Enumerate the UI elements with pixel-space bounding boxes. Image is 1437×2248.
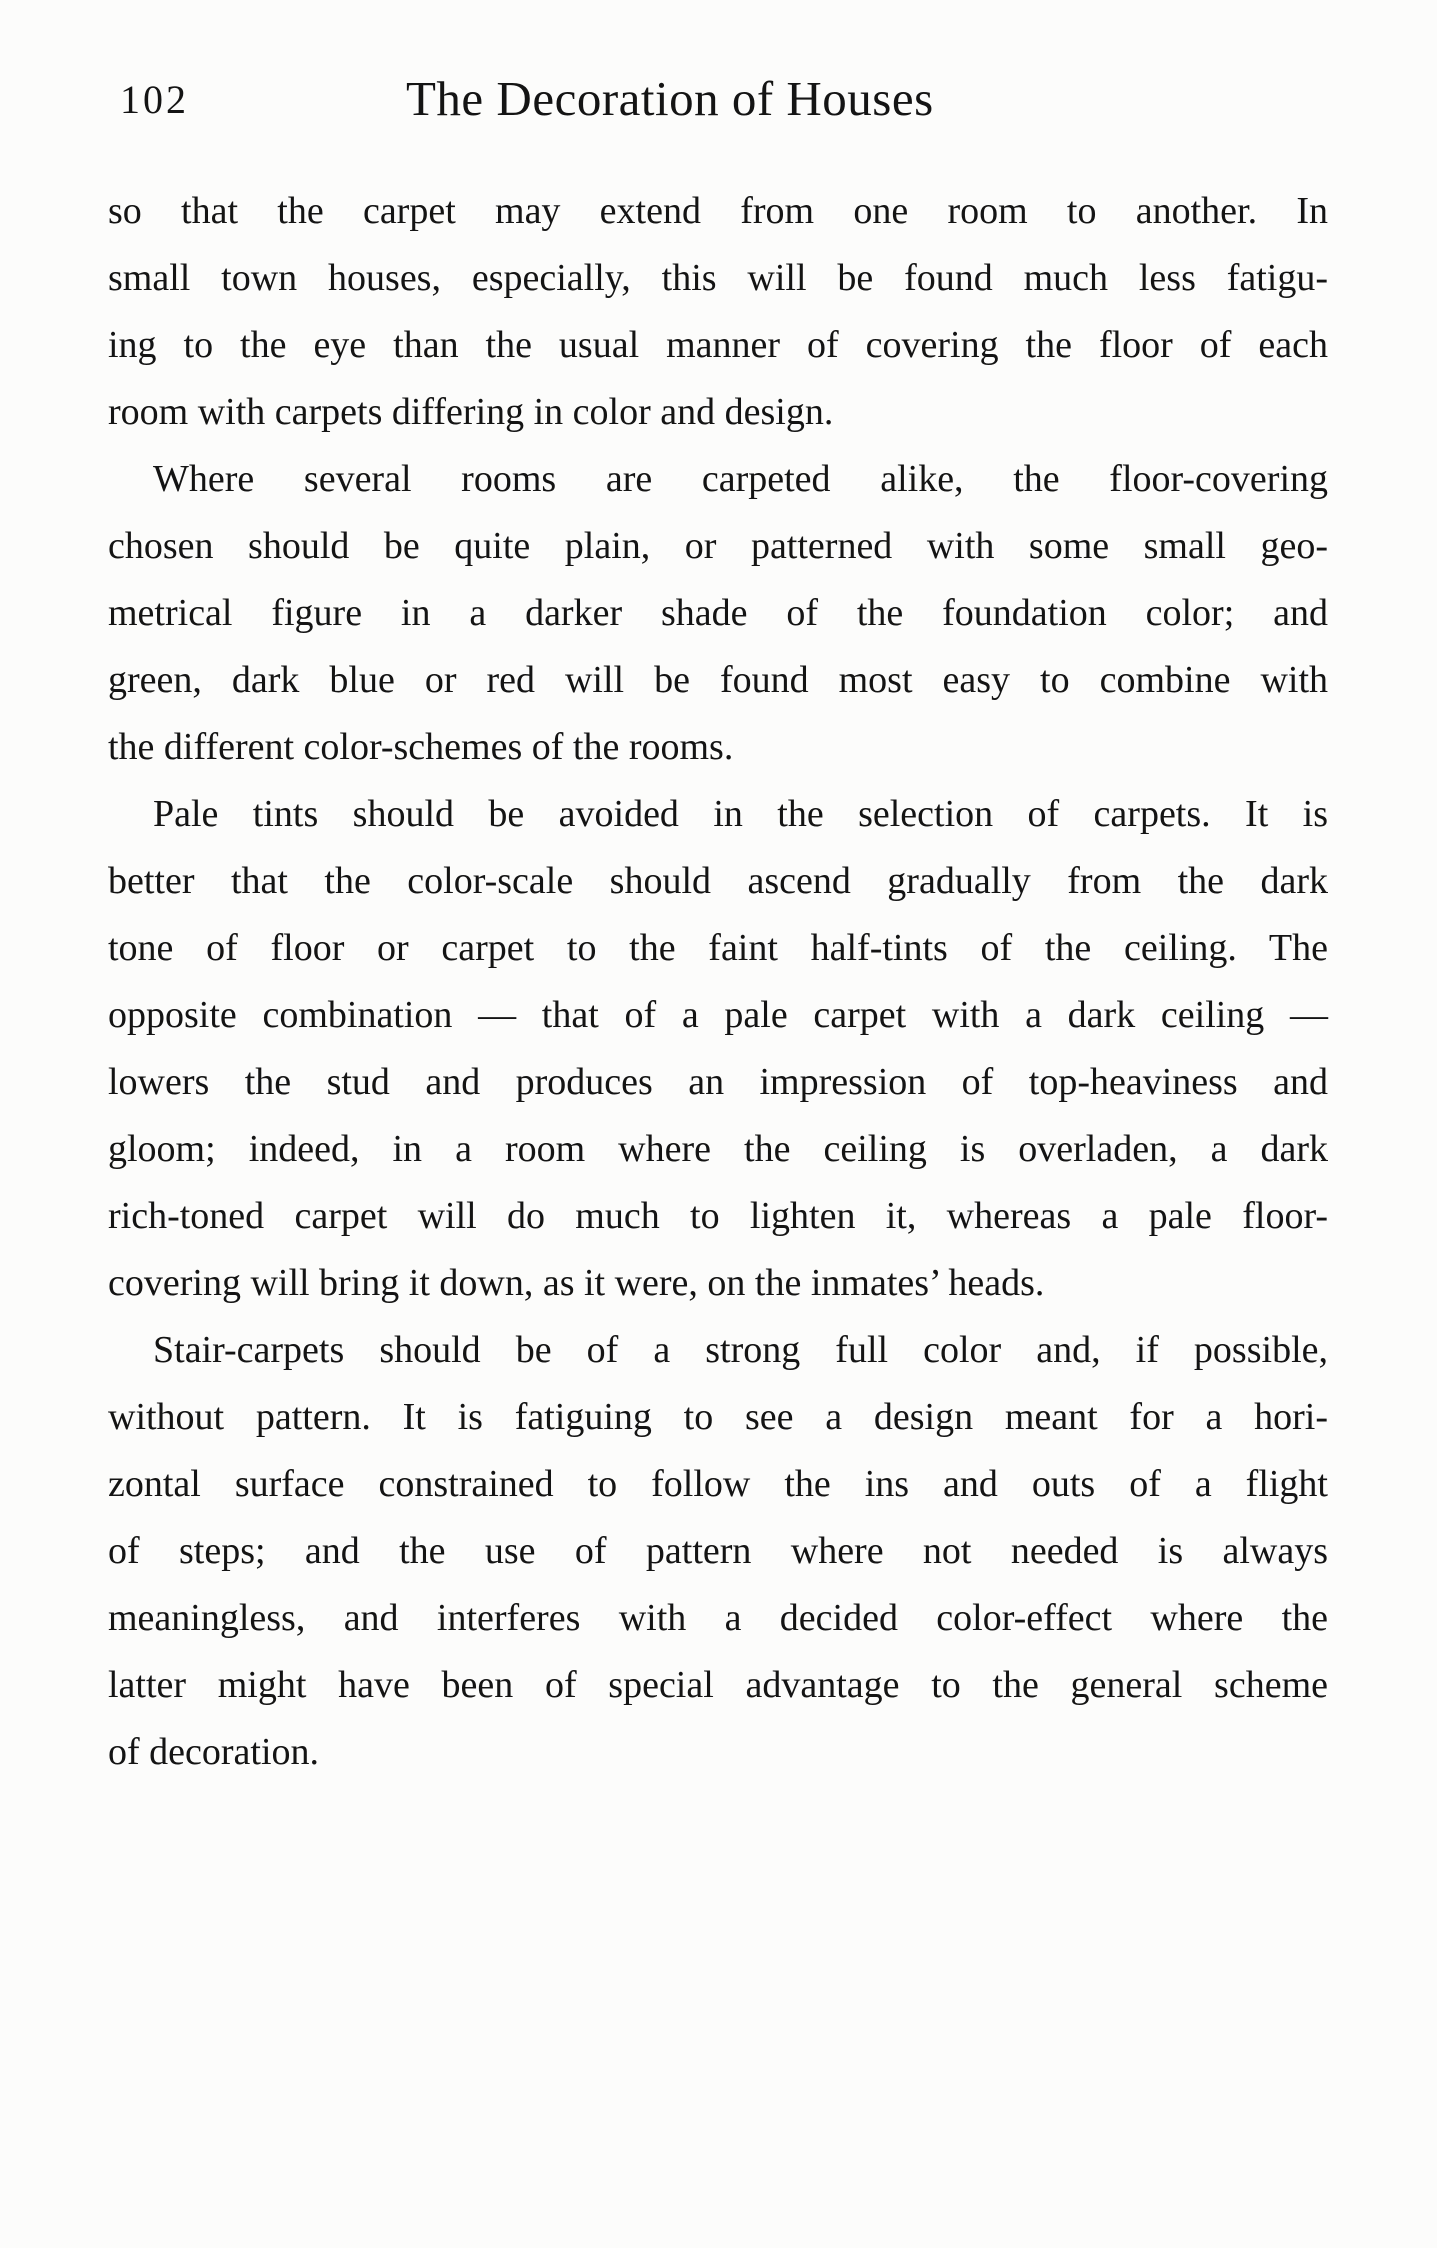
text-line: of decoration. (108, 1731, 320, 1773)
text-line: metrical figure in a darker shade of the foundation color; and (108, 592, 1328, 634)
page-header (108, 70, 1328, 140)
text-line: latter might have been of special advantage to the general scheme (108, 1664, 1328, 1706)
text-line: covering will bring it down, as it were, on the inmates’ heads. (108, 1262, 1045, 1304)
text-line: Stair-carpets should be of a strong full color and, if possible, (153, 1329, 1328, 1371)
paragraph-2 (108, 446, 1328, 781)
text-line: gloom; indeed, in a room where the ceiling is overladen, a dark (108, 1128, 1328, 1170)
body-text (108, 178, 1328, 1786)
text-line: opposite combination — that of a pale carpet with a dark ceiling — (108, 994, 1328, 1036)
text-line: green, dark blue or red will be found most easy to combine with (108, 659, 1328, 701)
text-line: tone of floor or carpet to the faint half-tints of the ceiling. The (108, 927, 1328, 969)
text-line: small town houses, especially, this will be found much less fatigu- (108, 257, 1328, 299)
text-line: Where several rooms are carpeted alike, the floor-covering (153, 458, 1328, 500)
paragraph-1 (108, 178, 1328, 446)
text-line: the different color-schemes of the rooms. (108, 726, 734, 768)
page-number: 102 (120, 77, 189, 122)
paragraph-4 (108, 1317, 1328, 1786)
text-line: chosen should be quite plain, or patterned with some small geo- (108, 525, 1328, 567)
text-line: zontal surface constrained to follow the ins and outs of a flight (108, 1463, 1328, 1505)
text-line: room with carpets differing in color and design. (108, 391, 834, 433)
text-line: of steps; and the use of pattern where not needed is always (108, 1530, 1328, 1572)
text-line: lowers the stud and produces an impression of top-heaviness and (108, 1061, 1328, 1103)
text-line: so that the carpet may extend from one room to another. In (108, 190, 1328, 232)
running-title: The Decoration of Houses (406, 71, 934, 126)
text-line: ing to the eye than the usual manner of covering the floor of each (108, 324, 1328, 366)
text-line: meaningless, and interferes with a decided color-effect where the (108, 1597, 1328, 1639)
text-line: rich-toned carpet will do much to lighten it, whereas a pale floor- (108, 1195, 1328, 1237)
text-line: better that the color-scale should ascend gradually from the dark (108, 860, 1328, 902)
text-line: without pattern. It is fatiguing to see a design meant for a hori- (108, 1396, 1328, 1438)
text-line: Pale tints should be avoided in the selection of carpets. It is (153, 793, 1328, 835)
paragraph-3 (108, 781, 1328, 1317)
